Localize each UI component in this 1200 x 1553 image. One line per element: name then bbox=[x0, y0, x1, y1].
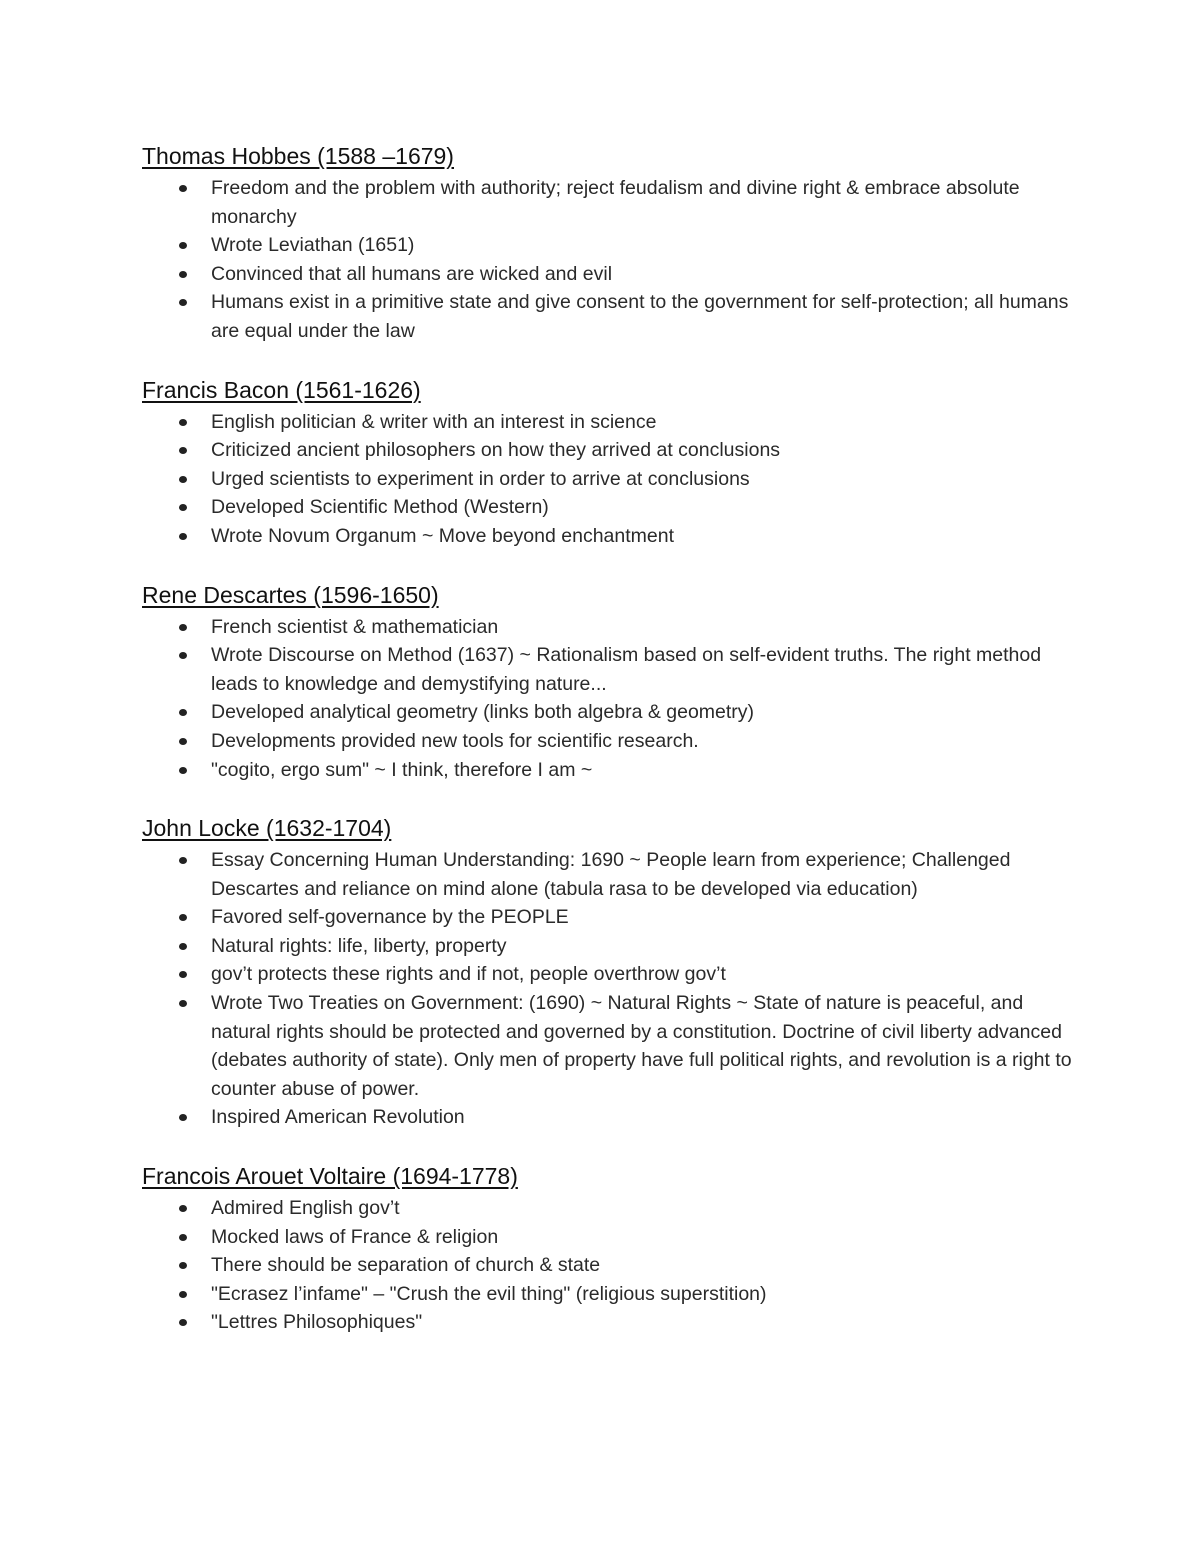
bullet-icon bbox=[179, 738, 187, 745]
document-page bbox=[142, 140, 1072, 1365]
list-item bbox=[142, 1280, 1072, 1309]
bullet-list bbox=[142, 174, 1072, 346]
bullet-icon bbox=[179, 943, 187, 950]
list-item bbox=[142, 960, 1072, 989]
list-item bbox=[142, 465, 1072, 494]
list-item-text: Criticized ancient philosophers on how they arrived at conclusions bbox=[211, 439, 781, 462]
bullet-icon bbox=[179, 1319, 187, 1326]
list-item bbox=[142, 698, 1072, 727]
list-item-text: Admired English gov’t bbox=[211, 1197, 400, 1220]
section-voltaire bbox=[142, 1160, 1072, 1337]
list-item bbox=[142, 1308, 1072, 1337]
list-item-text: gov’t protects these rights and if not, people overthrow gov’t bbox=[211, 963, 726, 986]
section-heading: Thomas Hobbes (1588 –1679) bbox=[142, 143, 454, 169]
bullet-list bbox=[142, 408, 1072, 551]
list-item bbox=[142, 641, 1072, 698]
bullet-icon bbox=[179, 447, 187, 454]
list-item bbox=[142, 756, 1072, 785]
list-item-text: Convinced that all humans are wicked and evil bbox=[211, 262, 613, 285]
list-item-text: Wrote Novum Organum ~ Move beyond enchantment bbox=[211, 524, 675, 547]
list-item-text: Wrote Discourse on Method (1637) ~ Rationalism based on self-evident truths. The right method leads to knowledge and demystifying nature... bbox=[211, 644, 1042, 695]
list-item bbox=[142, 1223, 1072, 1252]
bullet-icon bbox=[179, 767, 187, 774]
bullet-icon bbox=[179, 533, 187, 540]
list-item bbox=[142, 493, 1072, 522]
list-item-text: Essay Concerning Human Understanding: 1690 ~ People learn from experience; Challenged Descartes and reliance on mind alone (tabula rasa to be developed via education) bbox=[211, 849, 1011, 900]
bullet-list bbox=[142, 613, 1072, 785]
bullet-icon bbox=[179, 504, 187, 511]
list-item bbox=[142, 231, 1072, 260]
section-thomas-hobbes bbox=[142, 140, 1072, 346]
list-item bbox=[142, 989, 1072, 1103]
bullet-icon bbox=[179, 185, 187, 192]
bullet-icon bbox=[179, 709, 187, 716]
bullet-icon bbox=[179, 271, 187, 278]
list-item bbox=[142, 288, 1072, 345]
list-item-text: "Lettres Philosophiques" bbox=[211, 1311, 423, 1334]
list-item bbox=[142, 1194, 1072, 1223]
list-item bbox=[142, 1103, 1072, 1132]
list-item-text: Humans exist in a primitive state and give consent to the government for self-protection; all humans are equal under the law bbox=[211, 291, 1069, 342]
bullet-icon bbox=[179, 1262, 187, 1269]
list-item bbox=[142, 932, 1072, 961]
list-item-text: Developments provided new tools for scientific research. bbox=[211, 729, 699, 752]
list-item-text: French scientist & mathematician bbox=[211, 615, 499, 638]
bullet-icon bbox=[179, 857, 187, 864]
bullet-icon bbox=[179, 1114, 187, 1121]
list-item bbox=[142, 846, 1072, 903]
bullet-icon bbox=[179, 242, 187, 249]
list-item-text: "cogito, ergo sum" ~ I think, therefore I am ~ bbox=[211, 758, 593, 781]
bullet-icon bbox=[179, 476, 187, 483]
list-item-text: "Ecrasez l’infame" – "Crush the evil thing" (religious superstition) bbox=[211, 1282, 767, 1305]
bullet-list bbox=[142, 846, 1072, 1132]
list-item-text: Freedom and the problem with authority; reject feudalism and divine right & embrace absolute monarchy bbox=[211, 177, 1020, 228]
list-item bbox=[142, 436, 1072, 465]
bullet-icon bbox=[179, 419, 187, 426]
list-item-text: Mocked laws of France & religion bbox=[211, 1225, 499, 1248]
section-heading: John Locke (1632-1704) bbox=[142, 815, 392, 842]
section-heading: Rene Descartes (1596-1650) bbox=[142, 581, 439, 608]
list-item-text: Wrote Two Treaties on Government: (1690) ~ Natural Rights ~ State of nature is peaceful, and natural rights should be protected and governed by a constitution. Doctrine of civil liberty advanced (debates authority of state). Only men of property have full political rights, and revolution is a right to counter abuse of power. bbox=[211, 992, 1072, 1100]
section-rene-descartes bbox=[142, 579, 1072, 785]
list-item-text: Wrote Leviathan (1651) bbox=[211, 234, 415, 257]
bullet-icon bbox=[179, 1000, 187, 1007]
list-item-text: Urged scientists to experiment in order to arrive at conclusions bbox=[211, 467, 750, 490]
bullet-list bbox=[142, 1194, 1072, 1337]
list-item bbox=[142, 174, 1072, 231]
bullet-icon bbox=[179, 652, 187, 659]
list-item-text: There should be separation of church & state bbox=[211, 1254, 601, 1277]
bullet-icon bbox=[179, 914, 187, 921]
list-item-text: Developed Scientific Method (Western) bbox=[211, 496, 549, 519]
list-item bbox=[142, 522, 1072, 551]
bullet-icon bbox=[179, 624, 187, 631]
list-item-text: Favored self-governance by the PEOPLE bbox=[211, 906, 569, 929]
list-item-text: Natural rights: life, liberty, property bbox=[211, 934, 507, 957]
bullet-icon bbox=[179, 1205, 187, 1212]
bullet-icon bbox=[179, 299, 187, 306]
section-francis-bacon bbox=[142, 374, 1072, 551]
bullet-icon bbox=[179, 1291, 187, 1298]
bullet-icon bbox=[179, 1234, 187, 1241]
section-john-locke bbox=[142, 812, 1072, 1132]
list-item bbox=[142, 260, 1072, 289]
list-item bbox=[142, 1251, 1072, 1280]
section-heading: Francois Arouet Voltaire (1694-1778) bbox=[142, 1163, 518, 1190]
list-item-text: English politician & writer with an interest in science bbox=[211, 410, 657, 433]
list-item-text: Inspired American Revolution bbox=[211, 1106, 465, 1129]
list-item bbox=[142, 613, 1072, 642]
section-heading: Francis Bacon (1561-1626) bbox=[142, 376, 421, 403]
list-item bbox=[142, 727, 1072, 756]
list-item bbox=[142, 903, 1072, 932]
list-item-text: Developed analytical geometry (links both algebra & geometry) bbox=[211, 701, 755, 724]
list-item bbox=[142, 408, 1072, 437]
bullet-icon bbox=[179, 971, 187, 978]
